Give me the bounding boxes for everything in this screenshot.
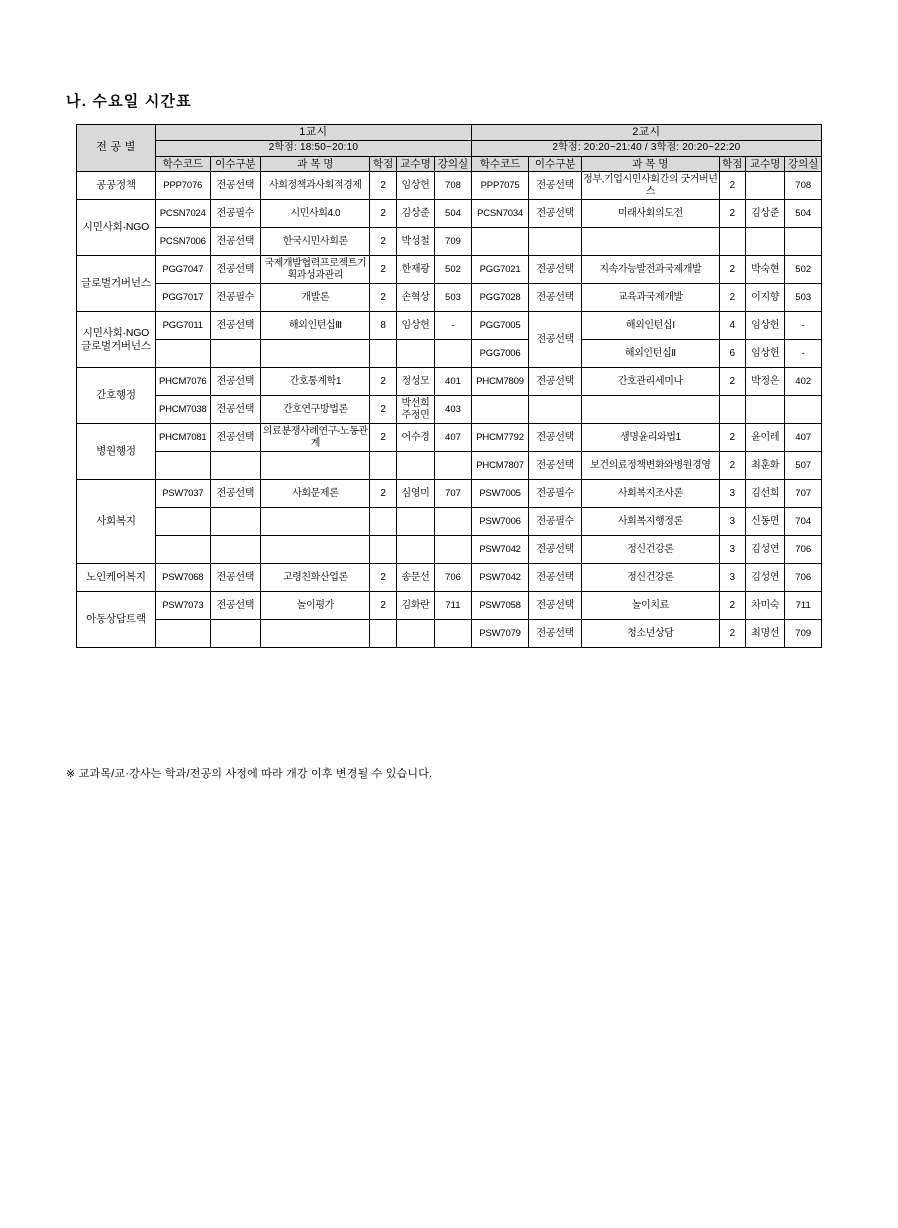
col-header-credit-1: 학점: [370, 156, 396, 172]
course-credit-p2: 2: [719, 172, 745, 200]
course-credit-p2: 3: [719, 536, 745, 564]
empty-cell-p1: [370, 508, 396, 536]
course-type-p1: 전공선택: [210, 312, 261, 340]
classroom-p1: 709: [435, 228, 471, 256]
course-credit-p2: 3: [719, 480, 745, 508]
table-row: [77, 592, 822, 620]
professor-name-p2: 최명선: [745, 620, 784, 648]
classroom-p2: -: [785, 340, 822, 368]
course-type-p1: 전공선택: [210, 592, 261, 620]
classroom-p2: 503: [785, 284, 822, 312]
empty-cell-p2: [719, 396, 745, 424]
empty-cell-p1: [261, 620, 370, 648]
course-type-p1: 전공필수: [210, 200, 261, 228]
professor-name-p2: 박숙현: [745, 256, 784, 284]
professor-name-p1: 어수경: [396, 424, 434, 452]
table-row: [77, 228, 822, 256]
course-name-p2: 사회복지행정론: [582, 508, 720, 536]
course-type-p1: 전공선택: [210, 256, 261, 284]
table-row: [77, 368, 822, 396]
course-type-p2: 전공선택: [529, 620, 582, 648]
course-code-p1: PGG7011: [155, 312, 210, 340]
empty-cell-p2: [529, 228, 582, 256]
wednesday-timetable: [76, 124, 822, 648]
course-name-p2: 지속가능발전과국제개발: [582, 256, 720, 284]
course-type-p1: 전공선택: [210, 396, 261, 424]
empty-cell-p1: [435, 340, 471, 368]
professor-name-p1: 심영미: [396, 480, 434, 508]
col-header-course-1: 과 목 명: [261, 156, 370, 172]
course-code-p1: PHCM7081: [155, 424, 210, 452]
course-credit-p2: 2: [719, 424, 745, 452]
header-period-1-name: 1교시: [155, 125, 471, 141]
header-major: 전 공 별: [77, 125, 156, 172]
professor-name-p1: 임상헌: [396, 172, 434, 200]
professor-name-p1: 박선희 주정민: [396, 396, 434, 424]
course-code-p2: PSW7058: [471, 592, 529, 620]
header-row-columns: [77, 156, 822, 172]
course-credit-p2: 2: [719, 452, 745, 480]
table-row: [77, 200, 822, 228]
empty-cell-p1: [155, 340, 210, 368]
professor-name-p2: 임상헌: [745, 312, 784, 340]
course-credit-p1: 2: [370, 200, 396, 228]
empty-cell-p1: [435, 536, 471, 564]
course-name-p2: 생명윤리와법1: [582, 424, 720, 452]
professor-name-p2: 김성연: [745, 536, 784, 564]
classroom-p1: 403: [435, 396, 471, 424]
classroom-p2: 711: [785, 592, 822, 620]
classroom-p2: 708: [785, 172, 822, 200]
table-row: [77, 452, 822, 480]
empty-cell-p2: [785, 396, 822, 424]
empty-cell-p1: [370, 452, 396, 480]
classroom-p2: 704: [785, 508, 822, 536]
course-code-p2: PSW7042: [471, 564, 529, 592]
course-credit-p2: 3: [719, 564, 745, 592]
course-name-p2: 해외인턴십Ⅱ: [582, 340, 720, 368]
course-type-p1: 전공선택: [210, 172, 261, 200]
course-code-p2: PCSN7034: [471, 200, 529, 228]
professor-name-p2: 김성연: [745, 564, 784, 592]
empty-cell-p2: [785, 228, 822, 256]
table-row: [77, 424, 822, 452]
empty-cell-p1: [210, 620, 261, 648]
professor-name-p2: 윤이레: [745, 424, 784, 452]
empty-cell-p2: [471, 396, 529, 424]
empty-cell-p2: [582, 396, 720, 424]
classroom-p2: 706: [785, 536, 822, 564]
table-row: [77, 172, 822, 200]
classroom-p1: 707: [435, 480, 471, 508]
course-credit-p1: 2: [370, 172, 396, 200]
course-type-p2: 전공선택: [529, 256, 582, 284]
course-name-p1: 한국시민사회론: [261, 228, 370, 256]
course-name-p2: 사회복지조사론: [582, 480, 720, 508]
course-type-p2: 전공선택: [529, 452, 582, 480]
course-type-p1: 전공선택: [210, 368, 261, 396]
empty-cell-p1: [210, 508, 261, 536]
major-label: 사회복지: [77, 480, 156, 564]
classroom-p1: 708: [435, 172, 471, 200]
course-name-p2: 해외인턴십Ⅰ: [582, 312, 720, 340]
course-name-p2: 교육과국제개발: [582, 284, 720, 312]
major-label-line1: 시민사회·NGO: [82, 327, 150, 340]
course-credit-p1: 2: [370, 396, 396, 424]
header-row-period-name: [77, 125, 822, 141]
empty-cell-p2: [745, 228, 784, 256]
course-type-p2: 전공선택: [529, 172, 582, 200]
col-header-room-1: 강의실: [435, 156, 471, 172]
course-credit-p2: 6: [719, 340, 745, 368]
course-name-p1: 개발론: [261, 284, 370, 312]
table-row: [77, 284, 822, 312]
course-credit-p2: 4: [719, 312, 745, 340]
major-label: 공공정책: [77, 172, 156, 200]
professor-name-p2: 김상준: [745, 200, 784, 228]
course-name-p1: 사회문제론: [261, 480, 370, 508]
course-name-p2: 정신건강론: [582, 564, 720, 592]
timetable-container: [76, 124, 822, 648]
empty-cell-p2: [471, 228, 529, 256]
course-code-p1: PGG7017: [155, 284, 210, 312]
major-label: 노인케어복지: [77, 564, 156, 592]
professor-name-p1: 정성모: [396, 368, 434, 396]
course-code-p2: PSW7079: [471, 620, 529, 648]
course-credit-p1: 2: [370, 564, 396, 592]
course-code-p1: PGG7047: [155, 256, 210, 284]
course-type-p1: 전공선택: [210, 228, 261, 256]
course-credit-p2: 2: [719, 592, 745, 620]
course-code-p2: PHCM7807: [471, 452, 529, 480]
table-row: [77, 312, 822, 340]
course-type-p1: 전공선택: [210, 564, 261, 592]
col-header-room-2: 강의실: [785, 156, 822, 172]
empty-cell-p1: [435, 508, 471, 536]
course-credit-p1: 2: [370, 592, 396, 620]
course-code-p1: PCSN7006: [155, 228, 210, 256]
col-header-course-2: 과 목 명: [582, 156, 720, 172]
course-credit-p1: 2: [370, 228, 396, 256]
timetable-body: [77, 172, 822, 648]
empty-cell-p2: [745, 396, 784, 424]
course-type-p2: 전공필수: [529, 508, 582, 536]
course-name-p1: 의료분쟁사례연구-노동관계: [261, 424, 370, 452]
course-name-p2: 정신건강론: [582, 536, 720, 564]
major-label: 간호행정: [77, 368, 156, 424]
table-row: [77, 508, 822, 536]
classroom-p1: 401: [435, 368, 471, 396]
course-name-p2: 보건의료정책변화와병원경영: [582, 452, 720, 480]
course-code-p2: PSW7006: [471, 508, 529, 536]
major-label: [77, 312, 156, 368]
course-code-p2: PGG7006: [471, 340, 529, 368]
empty-cell-p2: [745, 172, 784, 200]
course-code-p1: PHCM7038: [155, 396, 210, 424]
classroom-p1: 503: [435, 284, 471, 312]
course-code-p2: PPP7075: [471, 172, 529, 200]
page-title: 나. 수요일 시간표: [66, 93, 192, 110]
course-code-p1: PPP7076: [155, 172, 210, 200]
classroom-p1: 407: [435, 424, 471, 452]
classroom-p1: 711: [435, 592, 471, 620]
course-credit-p1: 2: [370, 284, 396, 312]
classroom-p1: 504: [435, 200, 471, 228]
course-type-p2: 전공선택: [529, 592, 582, 620]
professor-name-p1: 박성철: [396, 228, 434, 256]
professor-name-p1: 한재광: [396, 256, 434, 284]
course-code-p1: PCSN7024: [155, 200, 210, 228]
course-type-p2: 전공선택: [529, 536, 582, 564]
course-code-p1: PSW7037: [155, 480, 210, 508]
professor-name-p2: 차미숙: [745, 592, 784, 620]
course-type-p2: 전공필수: [529, 480, 582, 508]
col-header-professor-1: 교수명: [396, 156, 434, 172]
course-code-p2: PGG7028: [471, 284, 529, 312]
professor-name-p2: 이지향: [745, 284, 784, 312]
timetable-head: [77, 125, 822, 172]
empty-cell-p1: [370, 536, 396, 564]
course-name-p1: 시민사회4.0: [261, 200, 370, 228]
classroom-p2: 402: [785, 368, 822, 396]
course-type-p1: 전공필수: [210, 284, 261, 312]
footnote: ※ 교과목/교·강사는 학과/전공의 사정에 따라 개강 이후 변경될 수 있습니다.: [66, 768, 433, 780]
course-name-p2: 간호관리세미나: [582, 368, 720, 396]
empty-cell-p1: [370, 620, 396, 648]
course-code-p2: PGG7021: [471, 256, 529, 284]
professor-name-p2: 김선희: [745, 480, 784, 508]
professor-name-p1: 손혁상: [396, 284, 434, 312]
col-header-gubun-2: 이수구분: [529, 156, 582, 172]
header-period-1-time: 2학점: 18:50~20:10: [155, 141, 471, 156]
course-code-p2: PSW7042: [471, 536, 529, 564]
empty-cell-p1: [155, 508, 210, 536]
classroom-p1: 706: [435, 564, 471, 592]
col-header-code-1: 학수코드: [155, 156, 210, 172]
col-header-credit-2: 학점: [719, 156, 745, 172]
professor-name-p2: 신동면: [745, 508, 784, 536]
course-type-p1: 전공선택: [210, 424, 261, 452]
classroom-p2: 709: [785, 620, 822, 648]
major-label-line2: 글로벌거버넌스: [81, 339, 151, 352]
col-header-code-2: 학수코드: [471, 156, 529, 172]
empty-cell-p2: [719, 228, 745, 256]
classroom-p2: 504: [785, 200, 822, 228]
course-name-p1: 해외인턴십Ⅲ: [261, 312, 370, 340]
course-name-p2: 정부,기업시민사회간의 굿거버넌스: [582, 172, 720, 200]
empty-cell-p1: [435, 620, 471, 648]
classroom-p2: -: [785, 312, 822, 340]
course-credit-p1: 8: [370, 312, 396, 340]
course-code-p1: PSW7073: [155, 592, 210, 620]
empty-cell-p1: [396, 536, 434, 564]
course-name-p1: 놀이평가: [261, 592, 370, 620]
course-type-p2: 전공선택: [529, 368, 582, 396]
empty-cell-p1: [261, 536, 370, 564]
classroom-p2: 502: [785, 256, 822, 284]
course-credit-p2: 2: [719, 368, 745, 396]
course-name-p2: 놀이치료: [582, 592, 720, 620]
empty-cell-p1: [261, 340, 370, 368]
major-label: 병원행정: [77, 424, 156, 480]
empty-cell-p2: [529, 396, 582, 424]
course-credit-p2: 2: [719, 284, 745, 312]
table-row: [77, 536, 822, 564]
empty-cell-p1: [396, 452, 434, 480]
classroom-p1: 502: [435, 256, 471, 284]
empty-cell-p1: [155, 620, 210, 648]
course-type-p2: 전공선택: [529, 312, 582, 368]
course-credit-p2: 3: [719, 508, 745, 536]
course-type-p1: 전공선택: [210, 480, 261, 508]
empty-cell-p1: [210, 340, 261, 368]
course-name-p2: 청소년상담: [582, 620, 720, 648]
table-row: [77, 564, 822, 592]
table-row: [77, 256, 822, 284]
col-header-gubun-1: 이수구분: [210, 156, 261, 172]
professor-name-p1: 김상준: [396, 200, 434, 228]
course-name-p1: 국제개발협력프로젝트기획과성과관리: [261, 256, 370, 284]
empty-cell-p1: [210, 536, 261, 564]
empty-cell-p1: [396, 508, 434, 536]
course-credit-p1: 2: [370, 480, 396, 508]
empty-cell-p1: [370, 340, 396, 368]
table-row: [77, 620, 822, 648]
header-period-2-name: 2교시: [471, 125, 821, 141]
empty-cell-p1: [261, 452, 370, 480]
empty-cell-p1: [435, 452, 471, 480]
course-credit-p1: 2: [370, 256, 396, 284]
course-credit-p2: 2: [719, 256, 745, 284]
course-name-p1: 사회정책과사회적경제: [261, 172, 370, 200]
header-row-period-time: [77, 141, 822, 156]
empty-cell-p1: [210, 452, 261, 480]
header-period-2-time: 2학점: 20:20~21:40 / 3학점: 20:20~22:20: [471, 141, 821, 156]
course-credit-p2: 2: [719, 620, 745, 648]
course-code-p1: PSW7068: [155, 564, 210, 592]
col-header-professor-2: 교수명: [745, 156, 784, 172]
course-name-p1: 고령친화산업론: [261, 564, 370, 592]
course-credit-p1: 2: [370, 368, 396, 396]
table-row: [77, 340, 822, 368]
course-code-p2: PGG7005: [471, 312, 529, 340]
course-code-p2: PHCM7792: [471, 424, 529, 452]
course-name-p1: 간호연구방법론: [261, 396, 370, 424]
course-code-p1: PHCM7076: [155, 368, 210, 396]
course-name-p1: 간호통계학1: [261, 368, 370, 396]
professor-name-p2: 박정은: [745, 368, 784, 396]
professor-name-p1: 임상헌: [396, 312, 434, 340]
classroom-p2: 706: [785, 564, 822, 592]
empty-cell-p1: [155, 536, 210, 564]
course-type-p2: 전공선택: [529, 564, 582, 592]
course-credit-p2: 2: [719, 200, 745, 228]
empty-cell-p1: [261, 508, 370, 536]
course-type-p2: 전공선택: [529, 284, 582, 312]
course-type-p2: 전공선택: [529, 200, 582, 228]
major-label: 글로벌거버넌스: [77, 256, 156, 312]
course-code-p2: PSW7005: [471, 480, 529, 508]
table-row: [77, 396, 822, 424]
classroom-p2: 707: [785, 480, 822, 508]
course-credit-p1: 2: [370, 424, 396, 452]
empty-cell-p1: [396, 620, 434, 648]
course-type-p2: 전공선택: [529, 424, 582, 452]
classroom-p2: 507: [785, 452, 822, 480]
classroom-p2: 407: [785, 424, 822, 452]
course-name-p2: 미래사회의도전: [582, 200, 720, 228]
empty-cell-p2: [582, 228, 720, 256]
empty-cell-p1: [155, 452, 210, 480]
empty-cell-p1: [396, 340, 434, 368]
course-code-p2: PHCM7809: [471, 368, 529, 396]
major-label: 아동상담트랙: [77, 592, 156, 648]
major-label: 시민사회·NGO: [77, 200, 156, 256]
professor-name-p2: 최훈화: [745, 452, 784, 480]
professor-name-p1: 송문선: [396, 564, 434, 592]
table-row: [77, 480, 822, 508]
professor-name-p2: 임상헌: [745, 340, 784, 368]
professor-name-p1: 김화란: [396, 592, 434, 620]
classroom-p1: -: [435, 312, 471, 340]
